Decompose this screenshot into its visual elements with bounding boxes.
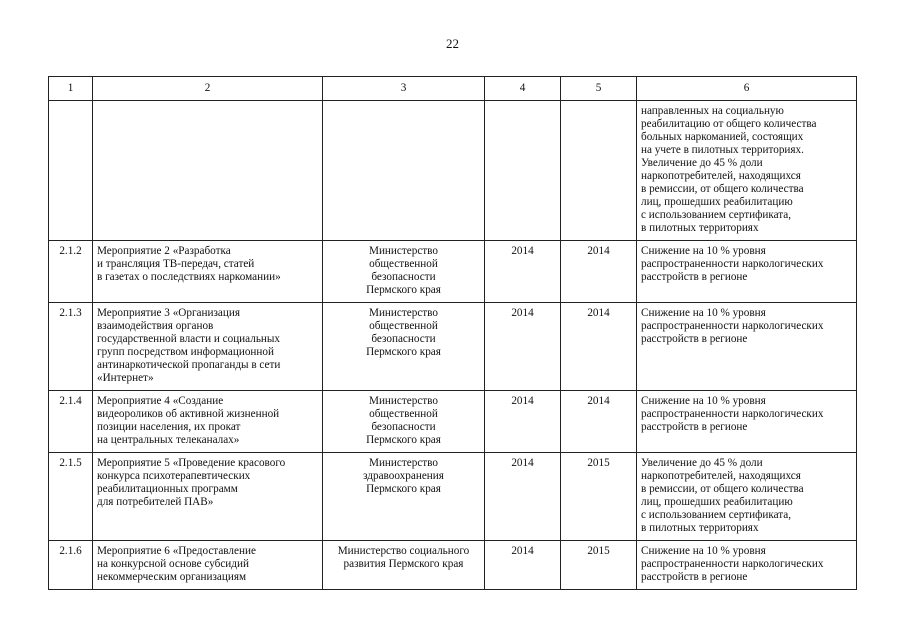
text-line: Снижение на 10 % уровня [641, 307, 766, 319]
text-line: групп посредством информационной [97, 346, 274, 358]
cell-activity [93, 453, 323, 541]
cell-end: 2014 [561, 391, 637, 453]
text-line: лиц, прошедших реабилитацию [641, 496, 793, 508]
text-line: Министерство социального [337, 545, 470, 557]
text-line: на конкурсной основе субсидий [97, 558, 249, 570]
text-line: с использованием сертификата, [641, 209, 792, 221]
text-line: Снижение на 10 % уровня [641, 395, 766, 407]
text-line: общественной [369, 258, 438, 270]
text-line: Пермского края [366, 434, 441, 446]
text-line: наркопотребителей, находящихся [641, 470, 801, 482]
cell-responsible [323, 101, 485, 241]
text-line: безопасности [371, 333, 436, 345]
text-line: Увеличение до 45 % доли [641, 457, 763, 469]
cell-start: 2014 [485, 391, 561, 453]
text-line: «Интернет» [97, 372, 154, 384]
cell-result [637, 241, 857, 303]
text-line: Мероприятие 6 «Предоставление [97, 545, 256, 557]
text-line: Министерство [369, 245, 438, 257]
cell-result [637, 391, 857, 453]
cell-end: 2015 [561, 453, 637, 541]
cell-num: 2.1.2 [49, 241, 93, 303]
cell-end: 2014 [561, 303, 637, 391]
page-number: 22 [446, 36, 459, 51]
text-line: расстройств в регионе [641, 271, 748, 283]
text-line: антинаркотической пропаганды в сети [97, 359, 281, 371]
text-line: распространенности наркологических [641, 408, 824, 420]
text-line: общественной [369, 320, 438, 332]
text-line: реабилитацию от общего количества [641, 118, 817, 130]
text-line: расстройств в регионе [641, 333, 748, 345]
text-line: позиции населения, их прокат [97, 421, 241, 433]
cell-activity [93, 303, 323, 391]
cell-activity [93, 241, 323, 303]
text-line: в ремиссии, от общего количества [641, 183, 804, 195]
text-line: на учете в пилотных территориях. [641, 144, 804, 156]
text-line: государственной власти и социальных [97, 333, 281, 345]
text-line: Пермского края [366, 284, 441, 296]
text-line: Министерство [369, 457, 438, 469]
text-line: видеороликов об активной жизненной [97, 408, 280, 420]
text-line: в пилотных территориях [641, 522, 759, 534]
continuation-row [49, 101, 857, 241]
text-line: Снижение на 10 % уровня [641, 545, 766, 557]
text-line: конкурса психотерапевтических [97, 470, 251, 482]
header-col-4: 4 [485, 77, 561, 101]
cell-end [561, 101, 637, 241]
cell-responsible [323, 541, 485, 590]
text-line: развития Пермского края [343, 558, 464, 570]
text-line: для потребителей ПАВ» [97, 496, 214, 508]
text-line: распространенности наркологических [641, 320, 824, 332]
table-row [49, 303, 857, 391]
text-line: Снижение на 10 % уровня [641, 245, 766, 257]
cell-responsible [323, 303, 485, 391]
cell-result [637, 541, 857, 590]
text-line: лиц, прошедших реабилитацию [641, 196, 793, 208]
header-col-6: 6 [637, 77, 857, 101]
cell-result [637, 101, 857, 241]
text-line: в газетах о последствиях наркомании» [97, 271, 281, 283]
cell-result [637, 303, 857, 391]
table-row [49, 453, 857, 541]
cell-num [49, 101, 93, 241]
table-row [49, 241, 857, 303]
text-line: Пермского края [366, 483, 441, 495]
text-line: взаимодействия органов [97, 320, 214, 332]
table-row [49, 541, 857, 590]
cell-activity [93, 391, 323, 453]
text-line: расстройств в регионе [641, 571, 748, 583]
text-line: некоммерческим организациям [97, 571, 247, 583]
cell-result [637, 453, 857, 541]
cell-end: 2015 [561, 541, 637, 590]
text-line: с использованием сертификата, [641, 509, 792, 521]
cell-responsible [323, 453, 485, 541]
text-line: Министерство [369, 307, 438, 319]
table-header [49, 77, 857, 101]
table-row [49, 391, 857, 453]
text-line: Министерство [369, 395, 438, 407]
cell-start [485, 101, 561, 241]
text-line: реабилитационных программ [97, 483, 238, 495]
cell-num: 2.1.4 [49, 391, 93, 453]
text-line: расстройств в регионе [641, 421, 748, 433]
text-line: на центральных телеканалах» [97, 434, 240, 446]
cell-num: 2.1.3 [49, 303, 93, 391]
header-col-1: 1 [49, 77, 93, 101]
text-line: безопасности [371, 271, 436, 283]
text-line: в ремиссии, от общего количества [641, 483, 804, 495]
text-line: общественной [369, 408, 438, 420]
text-line: направленных на социальную [641, 105, 784, 117]
cell-end: 2014 [561, 241, 637, 303]
cell-num: 2.1.5 [49, 453, 93, 541]
text-line: Увеличение до 45 % доли [641, 157, 763, 169]
text-line: Мероприятие 3 «Организация [97, 307, 240, 319]
activities-table [48, 76, 857, 590]
cell-start: 2014 [485, 453, 561, 541]
cell-activity [93, 541, 323, 590]
cell-activity [93, 101, 323, 241]
text-line: в пилотных территориях [641, 222, 759, 234]
text-line: больных наркоманией, состоящих [641, 131, 804, 143]
text-line: здравоохранения [363, 470, 444, 482]
cell-start: 2014 [485, 241, 561, 303]
text-line: безопасности [371, 421, 436, 433]
text-line: Мероприятие 4 «Создание [97, 395, 224, 407]
cell-start: 2014 [485, 303, 561, 391]
text-line: наркопотребителей, находящихся [641, 170, 801, 182]
cell-responsible [323, 241, 485, 303]
text-line: Пермского края [366, 346, 441, 358]
text-line: распространенности наркологических [641, 258, 824, 270]
text-line: и трансляция ТВ-передач, статей [97, 258, 255, 270]
cell-start: 2014 [485, 541, 561, 590]
header-col-5: 5 [561, 77, 637, 101]
text-line: Мероприятие 5 «Проведение красового [97, 457, 286, 469]
header-col-3: 3 [323, 77, 485, 101]
text-line: распространенности наркологических [641, 558, 824, 570]
cell-num: 2.1.6 [49, 541, 93, 590]
cell-responsible [323, 391, 485, 453]
text-line: Мероприятие 2 «Разработка [97, 245, 231, 257]
header-col-2: 2 [93, 77, 323, 101]
